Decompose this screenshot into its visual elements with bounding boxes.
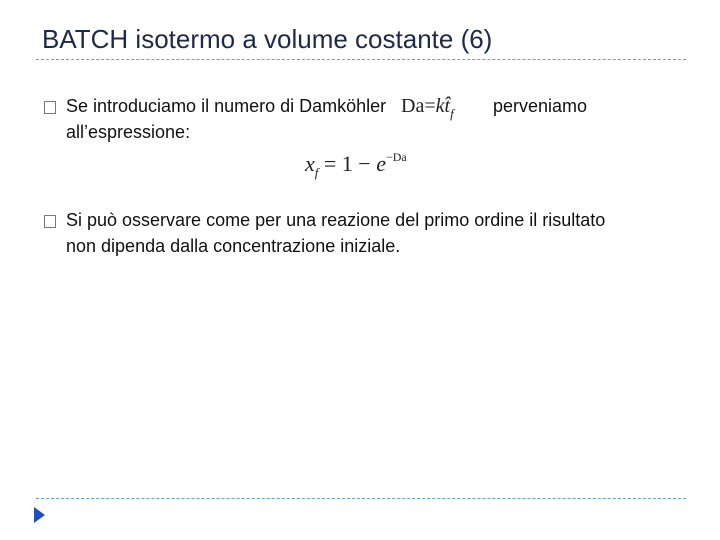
damkohler-t: t̂ bbox=[444, 95, 451, 117]
bullet-1-line-1: Se introduciamo il numero di Damköhler bbox=[66, 96, 387, 116]
slide-title: BATCH isotermo a volume costante (6) bbox=[42, 24, 493, 54]
bullet-1-line-1-end: perveniamo bbox=[493, 96, 588, 116]
bottom-divider bbox=[36, 498, 686, 499]
bullet-2-line-1: Si può osservare come per una reazione del primo ordine il risultato bbox=[66, 210, 606, 230]
damkohler-op: = bbox=[424, 95, 436, 117]
box-bullet-icon bbox=[44, 215, 56, 228]
conversion-equation bbox=[305, 150, 407, 181]
damkohler-sub: f bbox=[450, 106, 454, 121]
bullet-2-line-2: non dipenda dalla concentrazione iniziale. bbox=[66, 236, 401, 256]
damkohler-equation bbox=[401, 95, 454, 122]
conversion-base: e bbox=[376, 151, 386, 176]
damkohler-lhs: Da bbox=[401, 95, 425, 117]
conversion-sub: f bbox=[314, 165, 319, 180]
conversion-x: x bbox=[305, 151, 315, 176]
box-bullet-icon bbox=[44, 101, 56, 114]
top-divider bbox=[36, 59, 686, 60]
conversion-op: = 1 − bbox=[323, 151, 371, 176]
damkohler-k: k bbox=[435, 95, 445, 117]
next-arrow-icon[interactable] bbox=[34, 507, 45, 523]
conversion-exp: −Da bbox=[385, 150, 407, 164]
bullet-1-line-2: all’espressione: bbox=[66, 122, 191, 142]
